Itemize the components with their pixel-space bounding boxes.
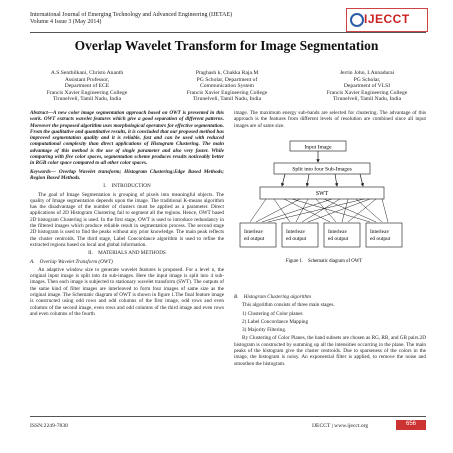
subsection-a-text: An adaptive window size to generate wavelet features is proposed. For a level n, the original input image is split into 4n sub-images. Here the input image is split into 4 sub-images. Then each image is subjected to stationary wavelet transform (SWT). The outputs of the same kind of filter images are interleaved to form four images of same size as the original image. The Schematic diagram of OWT is shown in figure 1.The final feature image is constructed using odd rows and odd columns of the first image, odd rows and even columns of the second image, even rows and odd columns of the third image and even rows and even columns of the fourth xyxy=(30,266,224,317)
section-1-text: The goal of Image Segmentation is grouping of pixels into meaningful objects. The quality of Image segmentation depends upon the image. The traditional K-means algorithm has the disadvantage of the number of clusters must be applied as a parameter. Direct applications of 2D Histogram Clustering fail to segment all the regions. Hence, OWT based 2D histogram Clustering is used. In the first stage, OWT is used to introduce redundancy in the filtered images which produce reliable result in segmentation process. The second stage 2D histogram is used to find the peaks without any prior knowledge. The main peak reflects the cluster centroids. The third stage, Label Concordance algorithm is used to refine the extracted regions based on local and global information. xyxy=(30,191,224,248)
arrow-2d xyxy=(360,174,363,186)
author-dept: Department of ECE xyxy=(64,83,110,90)
left-column xyxy=(30,110,224,319)
interleave-label-2: Interleav ed output xyxy=(286,229,307,242)
page-number: 656 xyxy=(405,421,416,427)
author-names: Jerrin John, I.Annadurai xyxy=(339,70,395,76)
step-2: 2) Label Concordance Mapping xyxy=(242,318,309,325)
author-place: Tirunelveli, Tamil Nadu, India xyxy=(332,96,402,103)
journal-logo xyxy=(346,8,426,30)
header-rule xyxy=(30,32,426,33)
right-column-bottom xyxy=(234,294,426,369)
author-names: A.S.Senthilkani, Christo Ananth xyxy=(50,70,124,76)
arrow-2b xyxy=(307,174,309,186)
paper-title: Overlap Wavelet Transform for Image Segmentation xyxy=(74,38,379,53)
footer-journal-site: IJECCT | www.ijecct.org xyxy=(312,423,369,429)
journal-name: International Journal of Emerging Technology and Advanced Engineering (IJETAE) xyxy=(30,12,233,18)
author-place: Tirunelveli, Tamil Nadu, India xyxy=(52,96,122,103)
author-dept: Department of VLSI xyxy=(343,83,391,90)
abstract: Abstract—A new color image segmentation approach based on OWT is presented in this work. OWT extracts wavelet features which give a good separation of different patterns. Moreover the proposed algorithm uses morphological operators for effective segmentation. From the qualitative and quantitative results, it is concluded that our proposed method has improved segmentation quality and it is reliable, fast and can be used with reduced computational complexity than direct applications of Histogram Clustering. The main advantage of this method is the use of single parameter and also very faster. While comparing with five color spaces, segmentation scheme produces results noticeably better in RGB color space compared to all other color spaces. xyxy=(30,110,224,167)
page-number-badge xyxy=(396,420,426,430)
journal-header xyxy=(30,12,330,26)
split-label: Split into four Sub-Images xyxy=(292,166,352,173)
author-role: PG Scholar, Department of xyxy=(196,76,258,83)
continued-text: image. The maximum energy sub-bands are selected for clustering. The advantage of this approach is the features from different levels of resolution are combined since all input images are of same size. xyxy=(234,110,426,129)
figure-caption: Figure 1. Schematic diagram of OWT xyxy=(285,259,363,264)
author-block-2 xyxy=(162,70,292,103)
subsection-b-heading: B. Histogram Clustering algorithm xyxy=(234,294,311,300)
interleave-label-4: Interleav ed output xyxy=(370,229,391,242)
interleave-box-1 xyxy=(240,223,276,247)
subsection-b-intro: This algorithm consists of three main stages. xyxy=(242,302,335,309)
author-names: Praghash k, Chakka Raja.M xyxy=(195,70,259,76)
subsection-a-heading: A. Overlap Wavelet Transform (OWT) xyxy=(30,258,113,265)
section-2-heading: II. MATERIALS AND METHODS xyxy=(88,250,166,257)
logo-text: IJECCT xyxy=(364,12,410,26)
author-college: Francis Xavier Engineering College xyxy=(46,89,128,96)
author-role: Assistant Professor, xyxy=(64,76,110,83)
input-image-label: Input Image xyxy=(304,144,332,151)
journal-volume: Volume 4 Issue 3 (May 2014) xyxy=(30,19,102,26)
step-1: 1) Clustering of Color planes xyxy=(242,310,303,317)
swt-output-lines xyxy=(250,199,388,222)
author-place: Tirunelveli, Tamil Nadu, India xyxy=(192,96,262,103)
section-1-heading: I. INTRODUCTION xyxy=(103,183,151,190)
arrow-2a xyxy=(282,174,285,186)
footer-rule xyxy=(30,416,426,417)
author-block-3 xyxy=(302,70,432,103)
owt-diagram xyxy=(234,140,426,270)
logo-ring-icon xyxy=(350,13,364,27)
footer-issn: ISSN:2249-7838 xyxy=(30,423,68,429)
keywords: Keywords— Overlap Wavelet transform; Histogram Clustering;Edge Based Methods; Region Based Methods. xyxy=(30,168,224,181)
author-role: PG Scholar, xyxy=(353,76,381,83)
interleave-box-2 xyxy=(282,223,318,247)
interleave-label-1: Interleav ed output xyxy=(244,229,265,242)
right-column-top xyxy=(234,110,426,131)
author-college: Francis Xavier Engineering College xyxy=(186,89,268,96)
author-block-1 xyxy=(22,70,152,103)
interleave-label-3: Interleav ed output xyxy=(328,229,349,242)
author-college: Francis Xavier Engineering College xyxy=(326,89,408,96)
step-3: 3) Majority Filtering. xyxy=(242,327,287,334)
subsection-b-text: By Clustering of Color Planes, the band subsets are chosen as RG, RB, and GB pairs.2D histogram is constructed by summing up all the intensities occurring in the plane. The main peaks of the histogram give the cluster centroids. Due to sparseness of the colors in the image, the histogram is noisy. An exponential filter is applied, to remove the noise and smoothen the histogram. xyxy=(234,335,426,367)
author-dept: Communication System xyxy=(200,83,254,90)
arrow-2c xyxy=(335,174,337,186)
swt-label: SWT xyxy=(315,191,329,197)
interleave-box-4 xyxy=(366,223,402,247)
interleave-box-3 xyxy=(324,223,360,247)
